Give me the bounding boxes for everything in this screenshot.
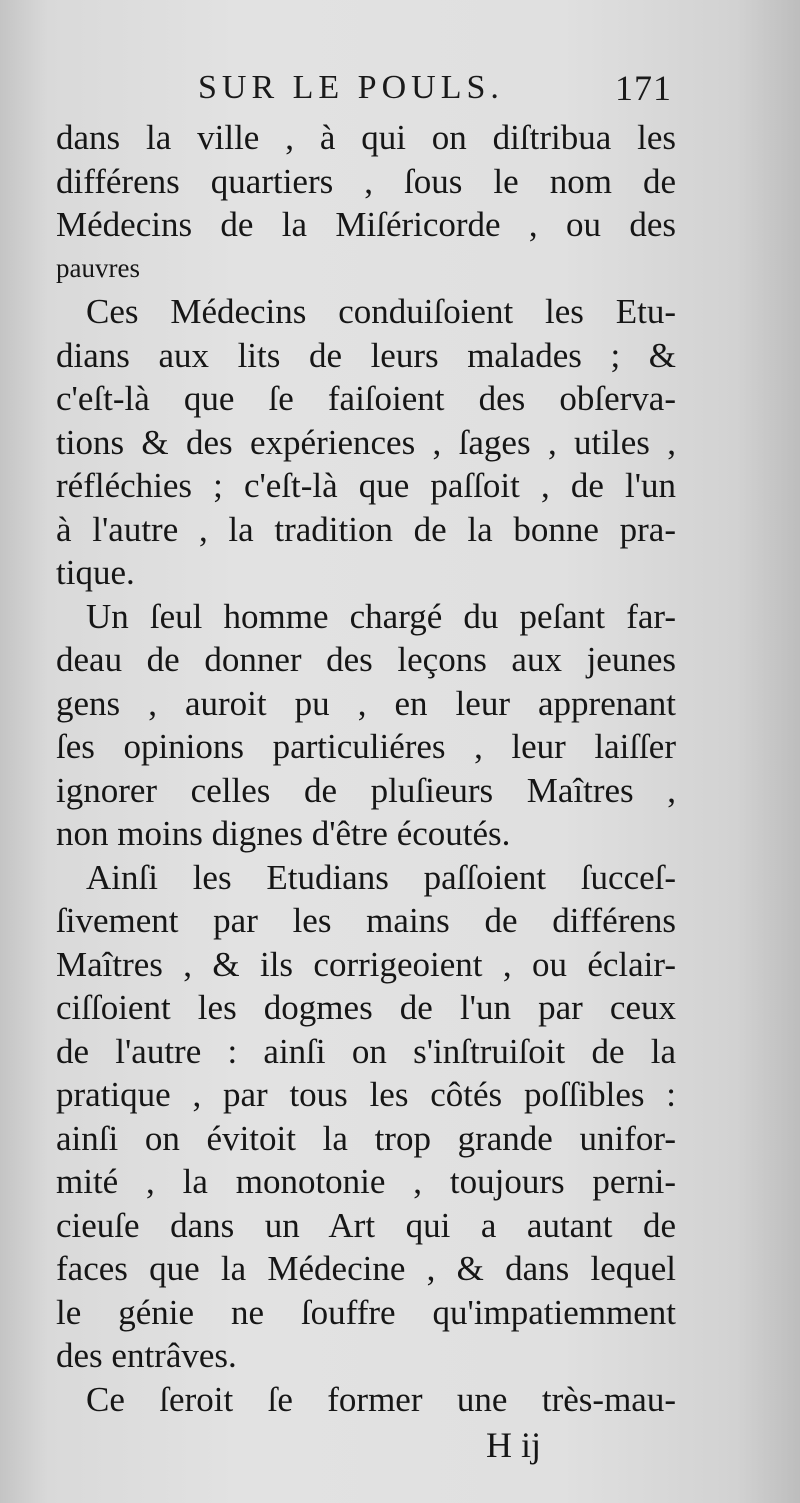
running-title: SUR LE POULS. [198, 69, 504, 106]
text-line: ignorer celles de pluſieurs Maîtres , [56, 770, 676, 810]
text-line: deau de donner des leçons aux jeunes [56, 640, 676, 679]
signature-mark: H ij [486, 1425, 542, 1465]
paragraph-start-line: Un ſeul homme chargé du peſant far- [86, 596, 676, 636]
text-line: faces que la Médecine , & dans lequel [56, 1249, 676, 1288]
text-line: à l'autre , la tradition de la bonne pra- [56, 509, 676, 549]
text-line: ciſſoient les dogmes de l'un par ceux [56, 988, 676, 1027]
text-line: dans la ville , à qui on diſtribua les [56, 118, 676, 157]
text-line: ainſi on évitoit la trop grande unifor- [56, 1118, 676, 1158]
text-line: mité , la monotonie , toujours perni- [56, 1162, 676, 1201]
text-line: gens , auroit pu , en leur apprenant [56, 683, 676, 723]
text-line: c'eſt-là que ſe faiſoient des obſerva- [56, 379, 676, 418]
text-line: différens quartiers , ſous le nom de [56, 161, 676, 201]
text-line: des entrâves. [56, 1336, 237, 1375]
text-line: pratique , par tous les côtés poſſibles : [56, 1075, 676, 1114]
text-line: ſivement par les mains de différens [56, 901, 676, 940]
page-header [0, 66, 800, 110]
text-line: ſes opinions particuliéres , leur laiſſer [56, 727, 676, 766]
paragraph-start-line: Ainſi les Etudians paſſoient ſucceſ- [86, 857, 676, 897]
text-line: cieuſe dans un Art qui a autant de [56, 1205, 676, 1245]
body-text [56, 116, 676, 1421]
text-line: tions & des expériences , ſages , utiles , [56, 422, 676, 462]
paragraph-start-line: Ce ſeroit ſe former une très-mau- [86, 1379, 676, 1419]
text-line: dians aux lits de leurs malades ; & [56, 335, 676, 375]
text-line: tique. [56, 553, 135, 592]
text-line: pauvres [56, 252, 140, 283]
text-line: non moins dignes d'être écoutés. [56, 814, 511, 853]
text-line: réfléchies ; c'eſt-là que paſſoit , de l'un [56, 466, 676, 505]
page-number: 171 [615, 68, 672, 108]
text-line: de l'autre : ainſi on s'inſtruiſoit de la [56, 1031, 676, 1071]
text-line: le génie ne ſouffre qu'impatiemment [56, 1292, 676, 1332]
paragraph-start-line: Ces Médecins conduiſoient les Etu- [86, 292, 676, 331]
text-line: Maîtres , & ils corrigeoient , ou éclair- [56, 944, 676, 984]
text-line: Médecins de la Miſéricorde , ou des [56, 205, 676, 244]
